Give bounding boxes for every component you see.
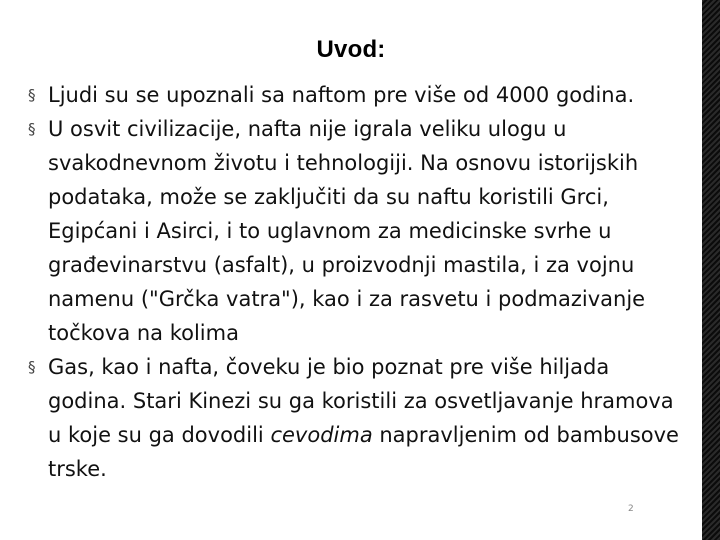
page-number: 2 xyxy=(628,504,634,514)
bullet-item xyxy=(28,350,688,486)
bullet-item xyxy=(28,112,688,350)
slide-title: Uvod: xyxy=(316,36,386,63)
bullet-text: U osvit civilizacije, nafta nije igrala veliku ulogu u svakodnevnom životu i tehnologiji. Na osnovu istorijskih podataka, može se zaključiti da su naftu koristili Grci, Egipćani i Asirci, i to uglavnom za medicinske svrhe u građevinarstvu (asfalt), u proizvodnji mastila, i za vojnu namenu ("Grčka vatra"), kao i za rasvetu i podmazivanje točkova na kolima xyxy=(48,117,646,345)
bullet-item xyxy=(28,78,688,112)
bullet-text-start: Gas, kao i nafta, čoveku je bio poznat pre više hiljada godina. Stari Kinezi su ga koristili za osvetljavanje hramova u koje su ga dovodili xyxy=(48,355,674,447)
bullet-icon: § xyxy=(28,358,36,376)
bullet-text-italic: cevodima xyxy=(270,423,373,447)
bullet-text-end: napravljenim od bambusove trske. xyxy=(48,423,679,481)
bullet-icon: § xyxy=(28,120,36,138)
bullet-icon: § xyxy=(28,86,36,104)
decorative-right-border xyxy=(702,0,720,540)
bullet-text: Ljudi su se upoznali sa naftom pre više od 4000 godina. xyxy=(48,83,635,107)
bullet-list xyxy=(28,78,688,486)
